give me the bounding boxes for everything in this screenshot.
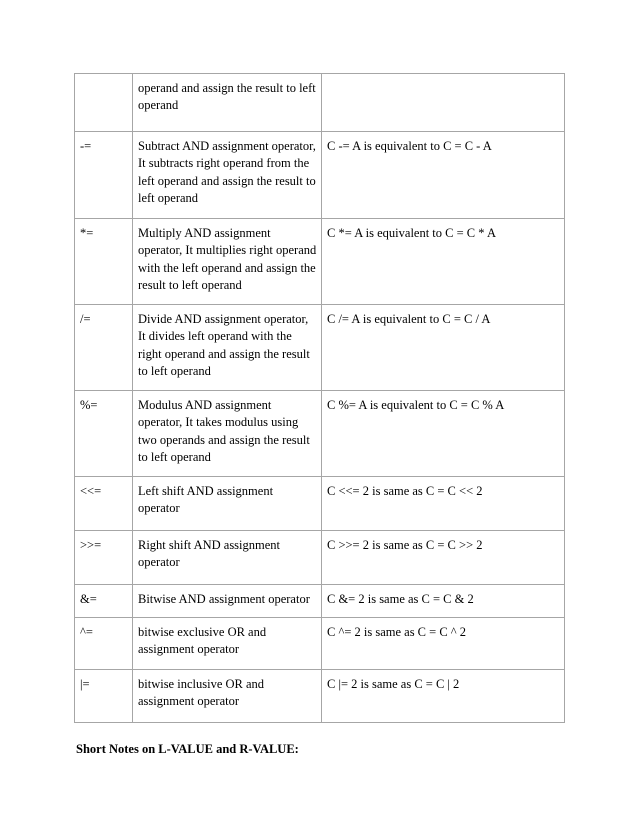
description-line: operator bbox=[138, 555, 180, 570]
table-row bbox=[75, 74, 565, 132]
example-cell bbox=[322, 305, 565, 391]
example-cell bbox=[322, 132, 565, 219]
description-line: Subtract AND assignment operator, bbox=[138, 139, 316, 153]
description-line: Modulus AND assignment bbox=[138, 398, 272, 412]
description-line: Bitwise AND assignment operator bbox=[138, 592, 310, 606]
description-line: Multiply AND assignment bbox=[138, 226, 271, 240]
operators-table-body bbox=[75, 74, 565, 723]
example-cell bbox=[322, 670, 565, 723]
example-text: C &= 2 is same as C = C & 2 bbox=[327, 592, 474, 606]
section-heading: Short Notes on L-VALUE and R-VALUE: bbox=[76, 742, 299, 756]
operator-cell bbox=[75, 618, 133, 670]
table-row bbox=[75, 670, 565, 723]
table-row bbox=[75, 132, 565, 219]
table-row bbox=[75, 305, 565, 391]
description-line: assignment operator bbox=[138, 642, 240, 657]
description-line: right operand and assign the result bbox=[138, 346, 310, 361]
description-line: left operand and assign the result to bbox=[138, 173, 316, 188]
description-cell bbox=[133, 391, 322, 477]
description-line: to left operand bbox=[138, 364, 211, 379]
description-cell bbox=[133, 477, 322, 531]
operator-symbol: <<= bbox=[80, 484, 102, 498]
table-row bbox=[75, 585, 565, 618]
example-text: C /= A is equivalent to C = C / A bbox=[327, 312, 491, 326]
operator-symbol: %= bbox=[80, 398, 98, 412]
operator-cell bbox=[75, 531, 133, 585]
example-text: C %= A is equivalent to C = C % A bbox=[327, 398, 505, 412]
operator-symbol: -= bbox=[80, 139, 92, 153]
description-line: bitwise inclusive OR and bbox=[138, 677, 265, 691]
operator-cell bbox=[75, 132, 133, 219]
description-line: It divides left operand with the bbox=[138, 329, 292, 344]
table-row bbox=[75, 618, 565, 670]
description-line: left operand bbox=[138, 191, 199, 206]
example-text: C ^= 2 is same as C = C ^ 2 bbox=[327, 625, 467, 639]
operator-cell bbox=[75, 219, 133, 305]
operator-cell bbox=[75, 391, 133, 477]
example-text: C -= A is equivalent to C = C - A bbox=[327, 139, 492, 153]
example-text: C |= 2 is same as C = C | 2 bbox=[327, 677, 460, 691]
example-cell bbox=[322, 585, 565, 618]
example-cell bbox=[322, 531, 565, 585]
description-line: operand and assign the result to left bbox=[138, 81, 316, 95]
description-cell bbox=[133, 531, 322, 585]
description-cell bbox=[133, 618, 322, 670]
description-line: operator bbox=[138, 501, 180, 516]
description-line: Right shift AND assignment bbox=[138, 538, 281, 552]
description-line: bitwise exclusive OR and bbox=[138, 625, 267, 639]
operator-cell bbox=[75, 477, 133, 531]
description-cell bbox=[133, 219, 322, 305]
operator-symbol: >>= bbox=[80, 538, 102, 552]
operator-cell bbox=[75, 74, 133, 132]
example-text: C <<= 2 is same as C = C << 2 bbox=[327, 484, 483, 498]
description-line: operator, It multiplies right operand bbox=[138, 243, 317, 258]
description-line: result to left operand bbox=[138, 278, 242, 293]
operator-symbol: &= bbox=[80, 592, 97, 606]
description-cell bbox=[133, 670, 322, 723]
table-row bbox=[75, 531, 565, 585]
example-text: C *= A is equivalent to C = C * A bbox=[327, 226, 496, 240]
operator-symbol: /= bbox=[80, 312, 91, 326]
description-line: Divide AND assignment operator, bbox=[138, 312, 309, 326]
description-line: It subtracts right operand from the bbox=[138, 156, 310, 171]
description-line: with the left operand and assign the bbox=[138, 260, 316, 275]
example-cell bbox=[322, 618, 565, 670]
operator-cell bbox=[75, 670, 133, 723]
operator-cell bbox=[75, 305, 133, 391]
example-cell bbox=[322, 391, 565, 477]
description-line: operand bbox=[138, 98, 179, 113]
table-row bbox=[75, 391, 565, 477]
description-cell bbox=[133, 132, 322, 219]
description-cell bbox=[133, 305, 322, 391]
operator-symbol: ^= bbox=[80, 625, 93, 639]
example-text: C >>= 2 is same as C = C >> 2 bbox=[327, 538, 483, 552]
example-cell bbox=[322, 477, 565, 531]
table-row bbox=[75, 477, 565, 531]
description-line: two operands and assign the result bbox=[138, 432, 310, 447]
description-line: operator, It takes modulus using bbox=[138, 415, 299, 430]
table-row bbox=[75, 219, 565, 305]
description-line: Left shift AND assignment bbox=[138, 484, 274, 498]
operators-table bbox=[74, 73, 565, 723]
description-cell bbox=[133, 74, 322, 132]
operator-symbol: *= bbox=[80, 226, 94, 240]
description-line: assignment operator bbox=[138, 694, 240, 709]
example-cell bbox=[322, 219, 565, 305]
description-cell bbox=[133, 585, 322, 618]
operator-cell bbox=[75, 585, 133, 618]
description-line: to left operand bbox=[138, 450, 211, 465]
operator-symbol: |= bbox=[80, 677, 90, 691]
example-cell bbox=[322, 74, 565, 132]
